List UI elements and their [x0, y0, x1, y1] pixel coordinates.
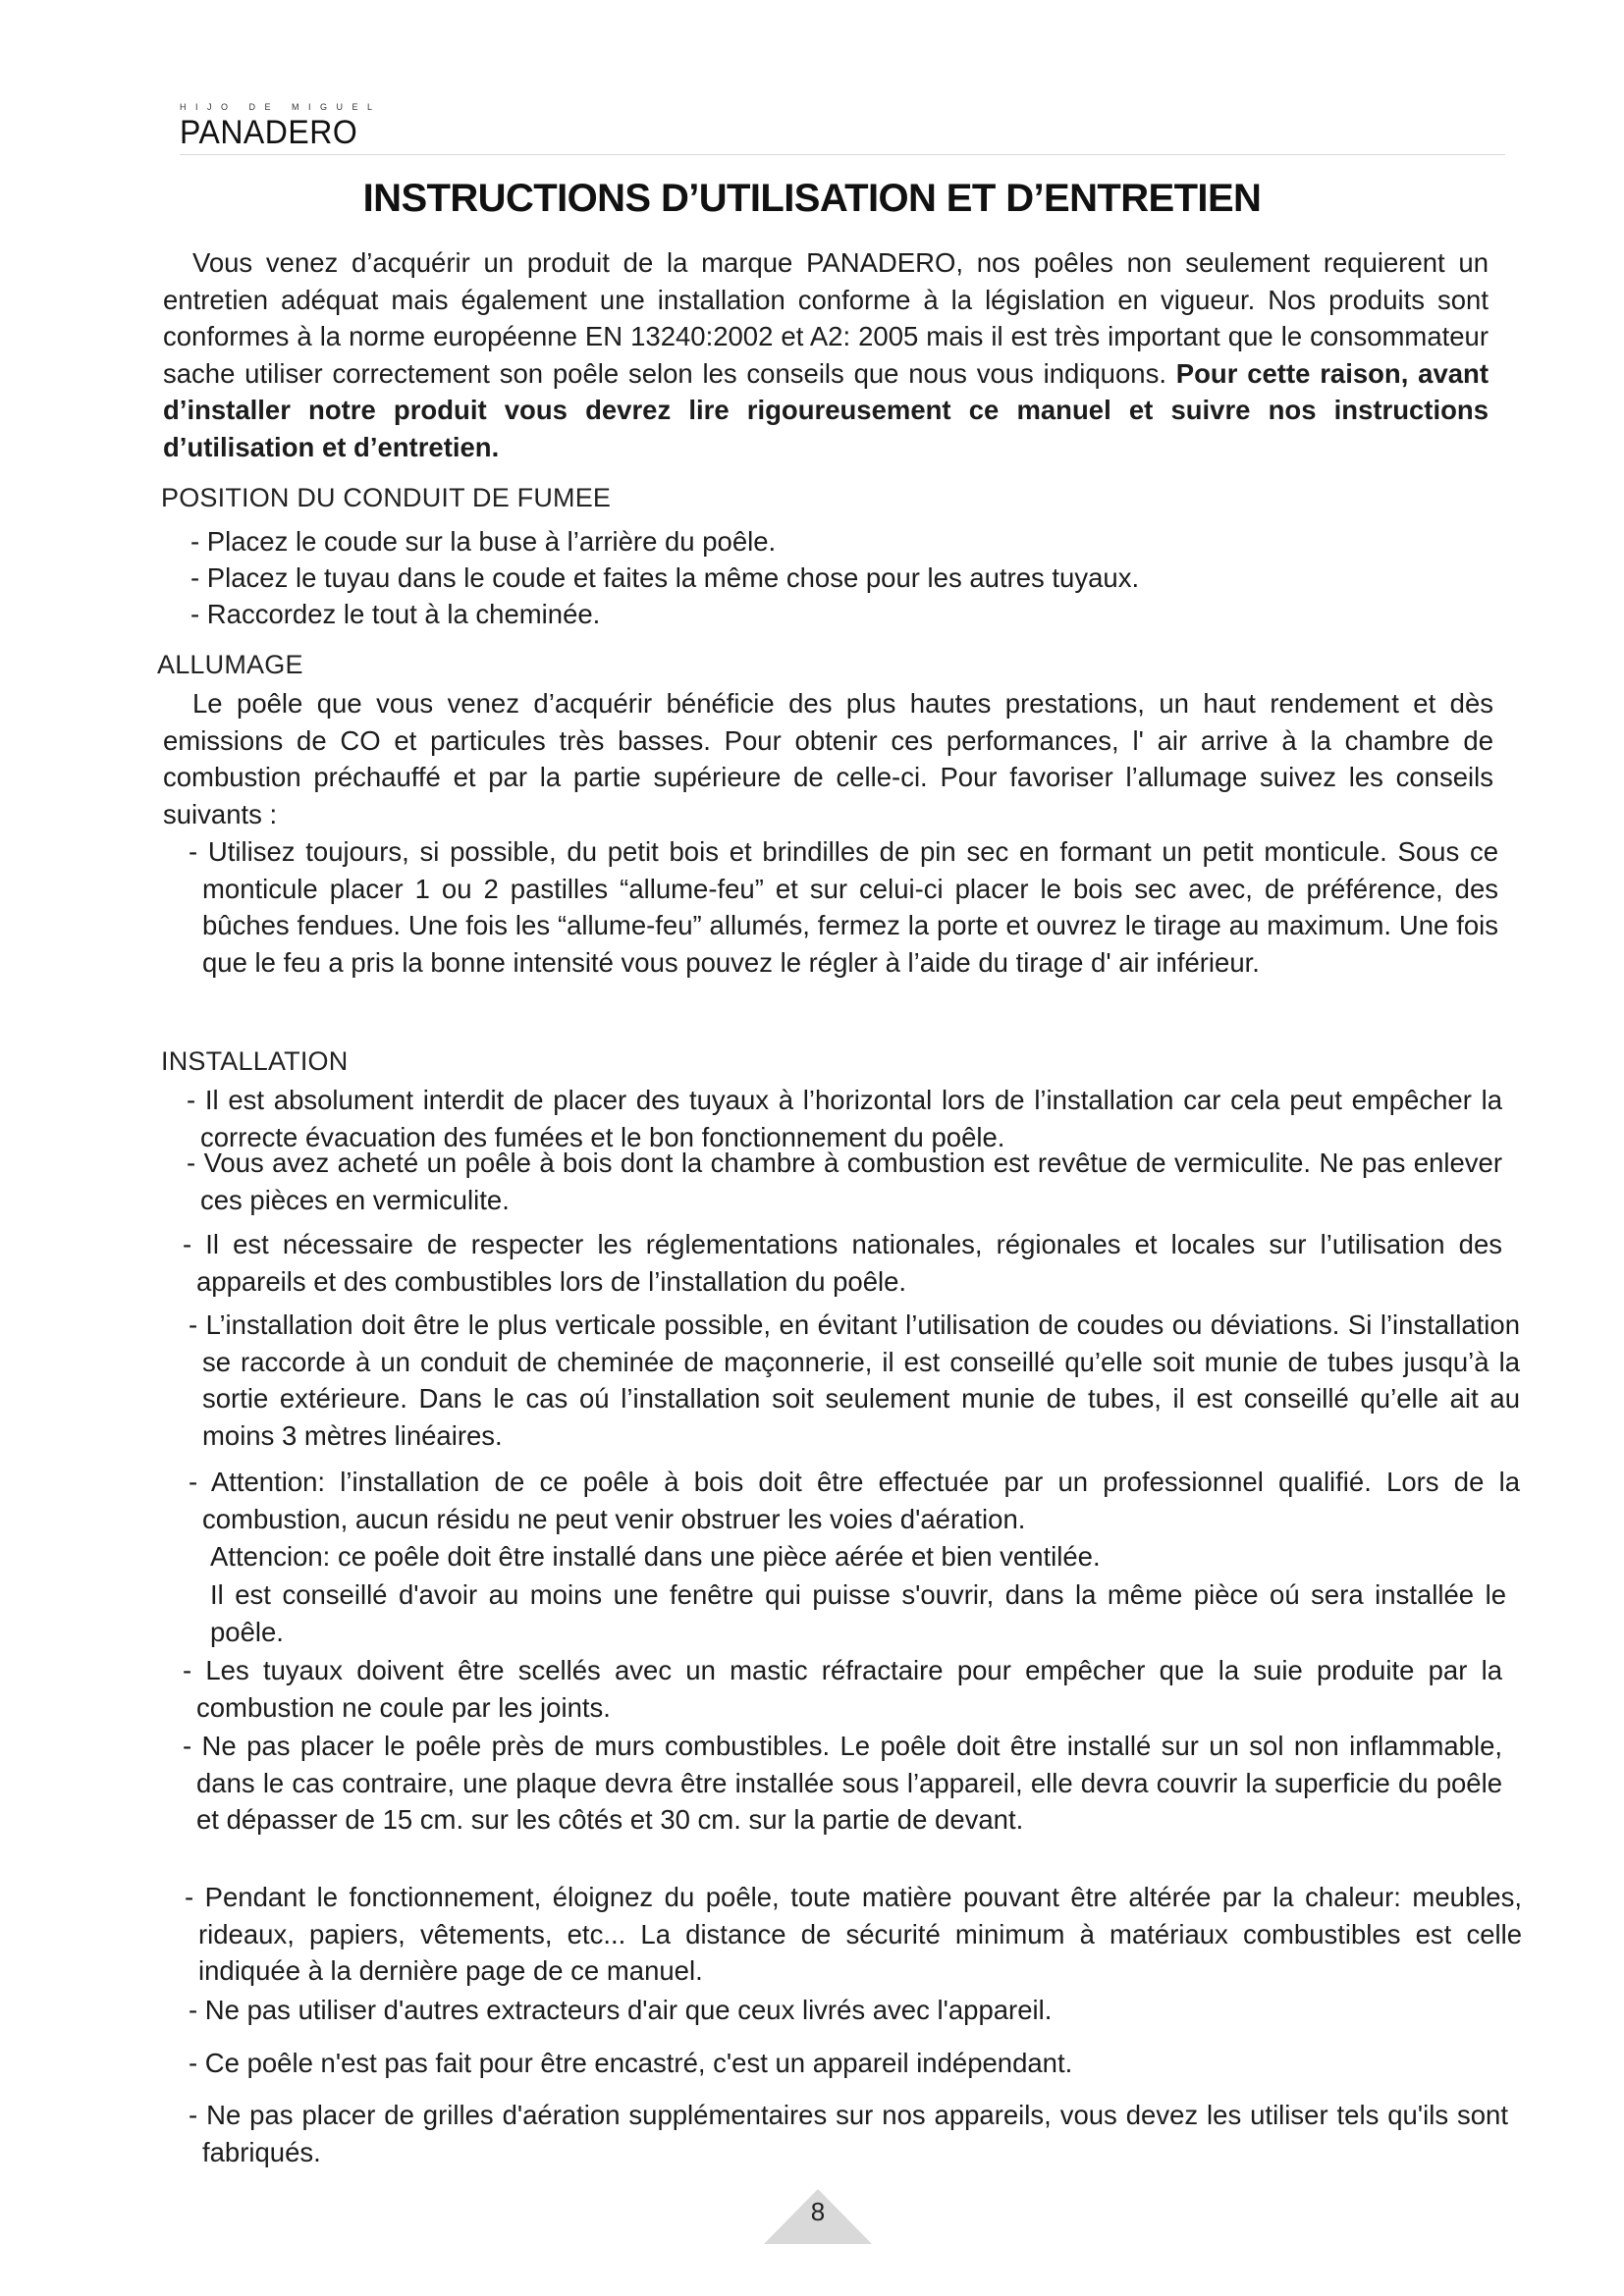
list-item: - Ne pas placer le poêle près de murs combustibles. Le poêle doit être installé sur un sol non inflammable, dans le cas contraire, une plaque devra être installée sous l’appareil, elle devra couvrir la superficie du poêle et dépasser de 15 cm. sur les côtés et 30 cm. sur la partie de devant. [183, 1731, 1502, 1835]
page-title: INSTRUCTIONS D’UTILISATION ET D’ENTRETIEN [362, 177, 1262, 220]
list-item: - Attention: l’installation de ce poêle à bois doit être effectuée par un professionnel qualifié. Lors de la combustion, aucun résidu ne peut venir obstruer les voies d'aération. [189, 1467, 1520, 1534]
list-item: - Il est nécessaire de respecter les réglementations nationales, régionales et locales sur l’utilisation des appareils et des combustibles lors de l’installation du poêle. [183, 1229, 1502, 1297]
header-divider [180, 154, 1505, 155]
list-item: - Ne pas placer de grilles d'aération supplémentaires sur nos appareils, vous devez les utiliser tels qu'ils sont fabriqués. [189, 2100, 1508, 2167]
page-number: 8 [810, 2197, 826, 2226]
list-item: - Il est absolument interdit de placer des tuyaux à l’horizontal lors de l’installation car cela peut empêcher la correcte évacuation des fumées et le bon fonctionnement du poêle. [187, 1085, 1502, 1152]
list-item: - L’installation doit être le plus verticale possible, en évitant l’utilisation de coudes ou déviations. Si l’installation se raccorde à un conduit de cheminée de maçonnerie, il est conseillé qu’elle soit munie de tubes jusqu’à la sortie extérieure. Dans le cas oú l’installation soit seulement munie de tubes, il est conseillé qu’elle ait au moins 3 mètres linéaires. [189, 1309, 1520, 1451]
list-item: - Raccordez le tout à la cheminée. [190, 599, 601, 629]
section-title-allumage: ALLUMAGE [157, 650, 303, 679]
intro-bold-text: Pour cette raison, avant d’installer notre produit vous devrez lire rigoureusement ce manuel et suivre nos instructions d’utilisation et d’entretien. [163, 357, 1489, 462]
intro-paragraph [163, 244, 1489, 465]
section-title-position: POSITION DU CONDUIT DE FUMEE [161, 483, 612, 512]
list-item-continuation: Il est conseillé d'avoir au moins une fenêtre qui puisse s'ouvrir, dans la même pièce oú sera installée le poêle. [210, 1579, 1506, 1647]
list-item: - Vous avez acheté un poêle à bois dont la chambre à combustion est revêtue de vermiculite. Ne pas enlever ces pièces en vermiculite. [187, 1148, 1502, 1215]
allumage-item: - Utilisez toujours, si possible, du petit bois et brindilles de pin sec en formant un petit monticule. Sous ce monticule placer 1 ou 2 pastilles “allume-feu” et sur celui-ci placer le bois sec avec, de préférence, des bûches fendues. Une fois les “allume-feu” allumés, fermez la porte et ouvrez le tirage au maximum. Une fois que le feu a pris la bonne intensité vous pouvez le régler à l’aide du tirage d' air inférieur. [189, 836, 1498, 978]
brand-name: PANADERO [180, 112, 358, 151]
list-item: - Les tuyaux doivent être scellés avec un mastic réfractaire pour empêcher que la suie produite par la combustion ne coule par les joints. [183, 1655, 1502, 1723]
list-item: - Placez le coude sur la buse à l’arrière du poêle. [190, 526, 777, 557]
brand-logo [180, 102, 382, 151]
brand-tagline: HIJO DE MIGUEL [180, 102, 382, 112]
allumage-paragraph: Le poêle que vous venez d’acquérir bénéficie des plus hautes prestations, un haut rendement et dès emissions de CO et particules très basses. Pour obtenir ces performances, l' air arrive à la chambre de combustion préchauffé et par la partie supérieure de celle-ci. Pour favoriser l’allumage suivez les conseils suivants : [163, 688, 1493, 829]
section-title-installation: INSTALLATION [161, 1046, 349, 1076]
list-item: - Pendant le fonctionnement, éloignez du poêle, toute matière pouvant être altérée par la chaleur: meubles, rideaux, papiers, vêtements, etc... La distance de sécurité minimum à matériaux combustibles est celle indiquée à la dernière page de ce manuel. [185, 1882, 1522, 1986]
list-item: - Placez le tuyau dans le coude et faites la même chose pour les autres tuyaux. [190, 562, 1140, 593]
list-item: - Ce poêle n'est pas fait pour être encastré, c'est un appareil indépendant. [189, 2048, 1073, 2078]
list-item: - Ne pas utiliser d'autres extracteurs d'air que ceux livrés avec l'appareil. [189, 1995, 1053, 2025]
list-item-continuation: Attencion: ce poêle doit être installé dans une pièce aérée et bien ventilée. [210, 1541, 1101, 1572]
intro-text: Vous venez d’acquérir un produit de la marque PANADERO, nos poêles non seulement requierent un entretien adéquat mais également une installation conforme à la législation en vigueur. Nos produits sont conformes à la norme européenne EN 13240:2002 et A2: 2005 mais il est très important que le consommateur sache utiliser correctement son poêle selon les conseils que nous vous indiquons. [163, 247, 1489, 389]
